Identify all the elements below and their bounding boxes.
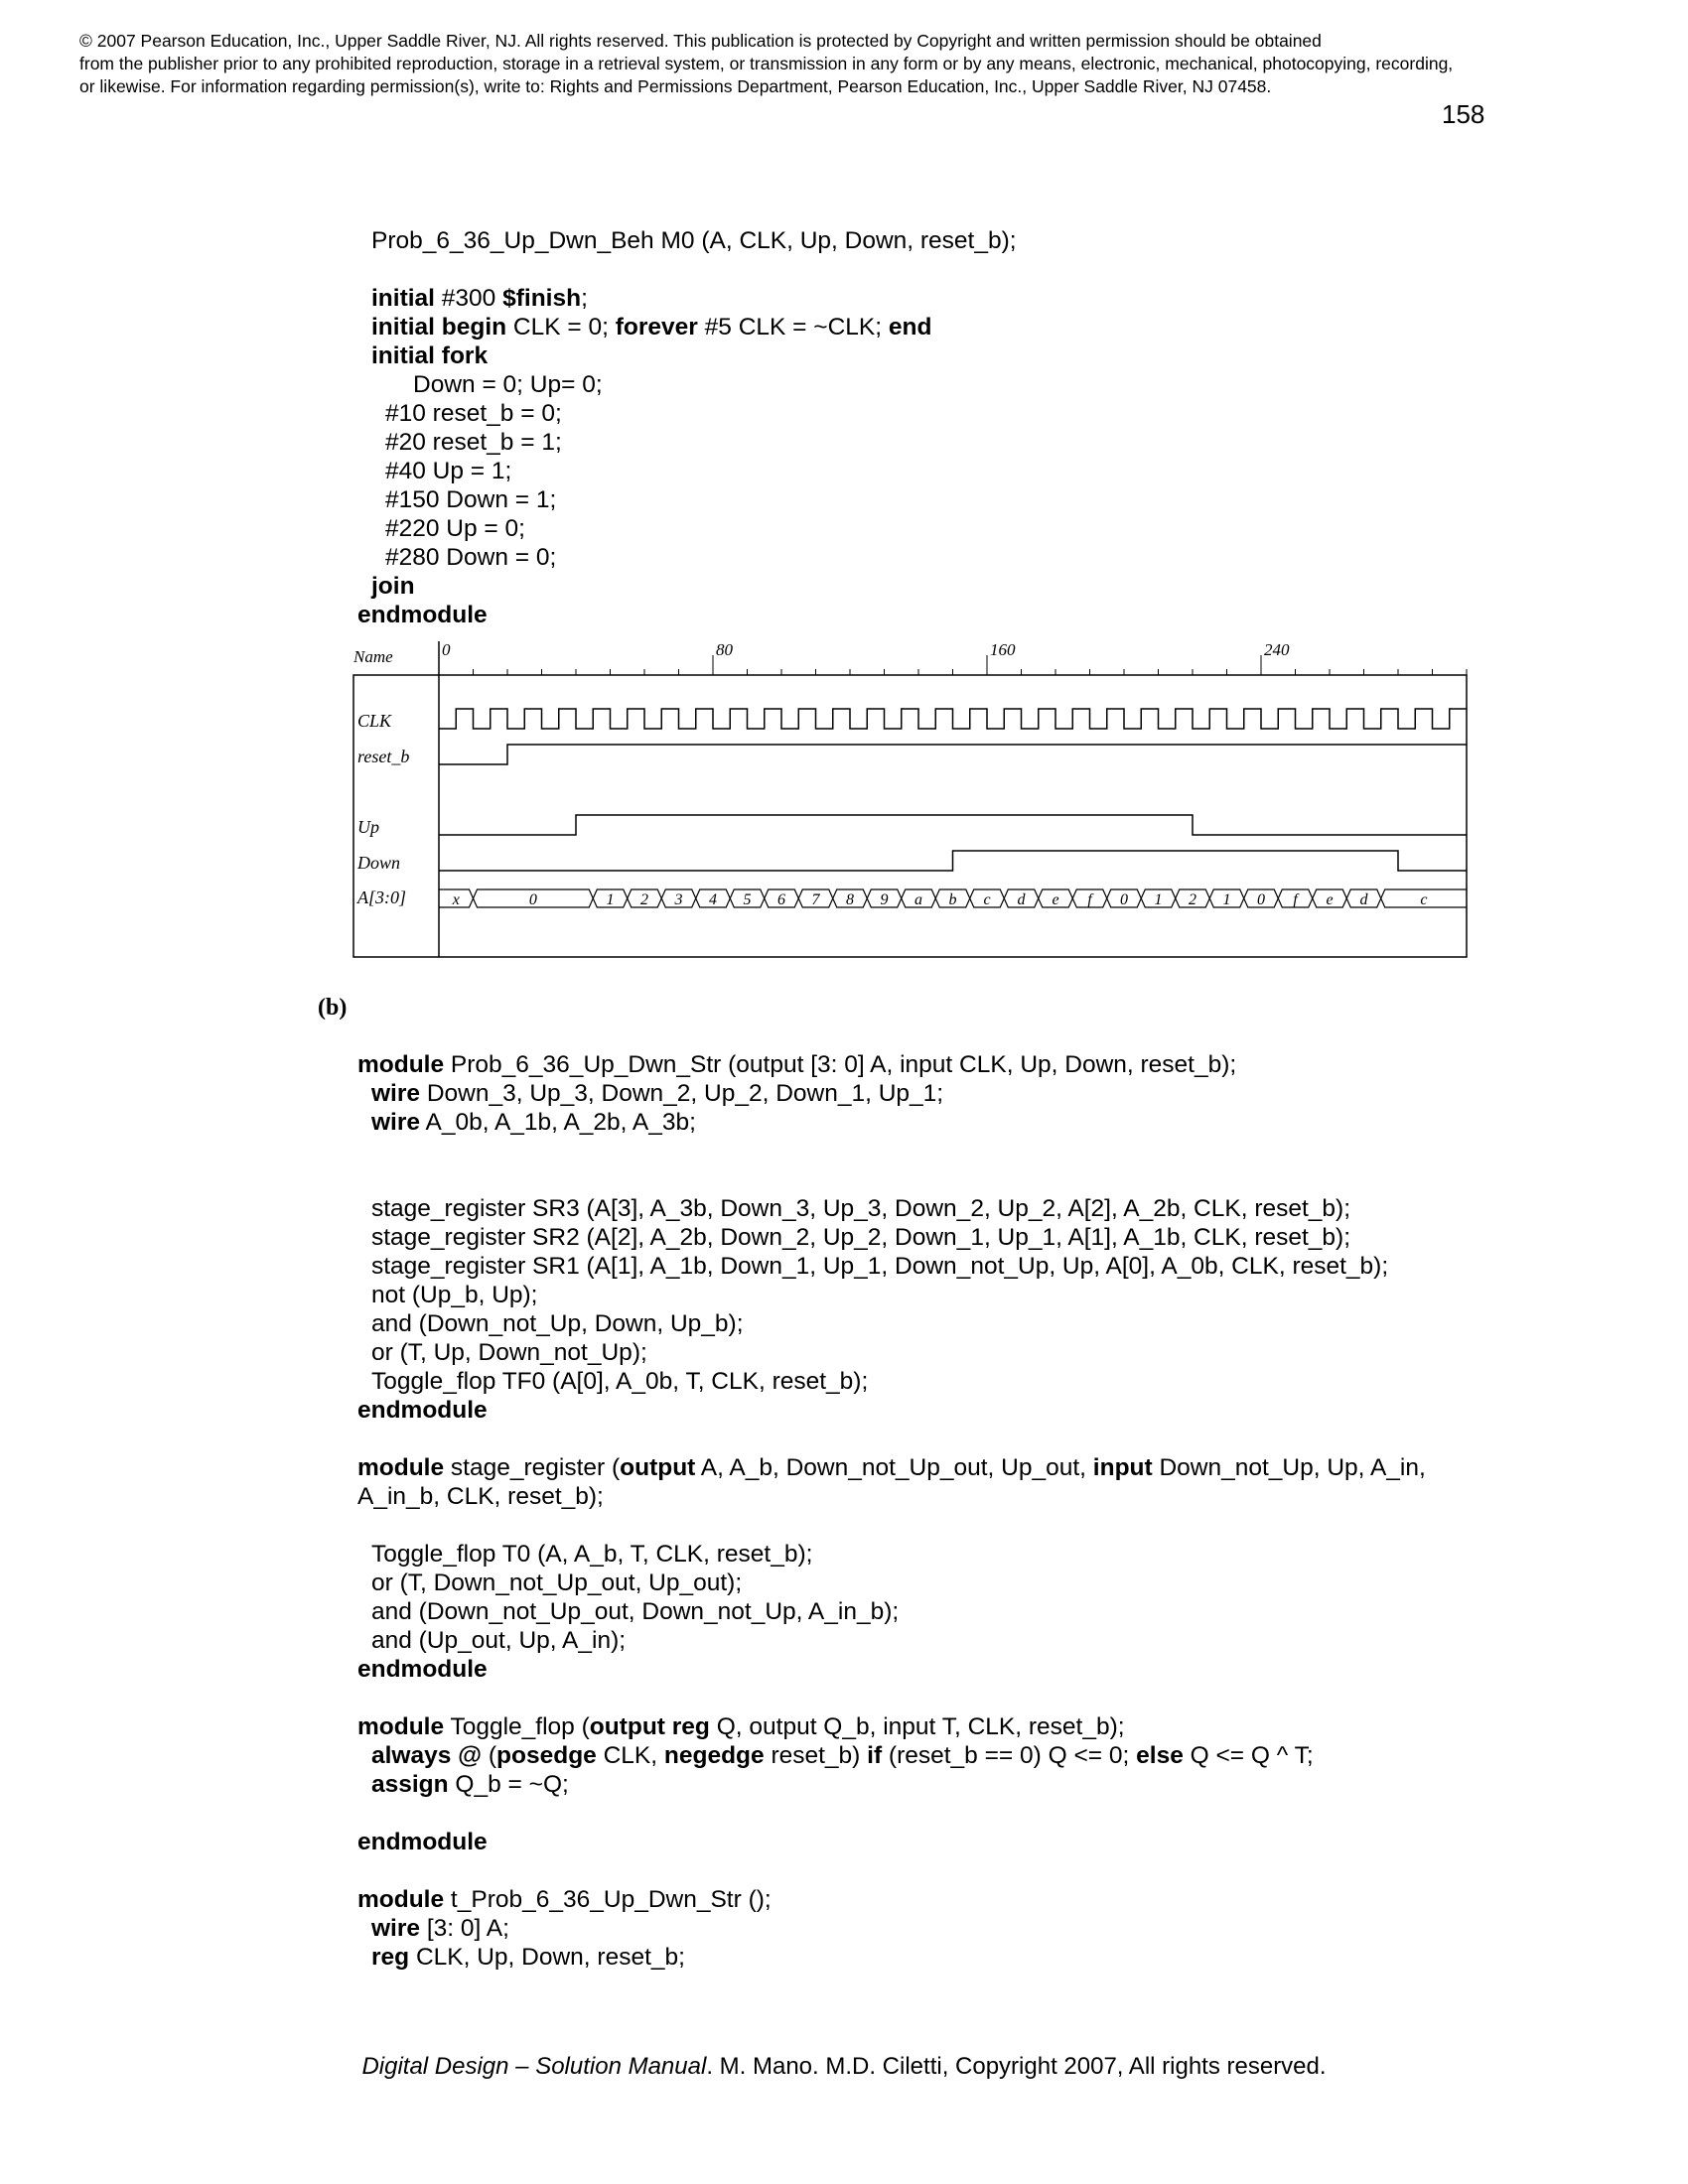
code-text: or (T, Up, Down_not_Up);	[371, 1339, 647, 1366]
code-line	[357, 1712, 1589, 1741]
bus-value-label: c	[983, 891, 991, 908]
code-text: Down_3, Up_3, Down_2, Up_2, Down_1, Up_1;	[420, 1080, 944, 1107]
bus-value-label: 9	[880, 891, 889, 908]
code-text: A_0b, A_1b, A_2b, A_3b;	[420, 1109, 696, 1136]
time-tick-label: 80	[716, 640, 733, 659]
code-line	[357, 226, 1589, 255]
code-keyword: end	[888, 314, 932, 341]
code-line	[357, 1252, 1589, 1281]
code-keyword: reg	[371, 1944, 410, 1971]
code-keyword: module	[357, 1886, 445, 1913]
code-keyword: output reg	[589, 1713, 710, 1740]
code-line	[357, 1338, 1589, 1367]
footer-title: Digital Design – Solution Manual	[361, 2053, 707, 2080]
footer-credits: . M. Mano. M.D. Ciletti, Copyright 2007, All rights reserved.	[706, 2053, 1327, 2080]
bus-value-label: b	[948, 891, 957, 908]
code-listing-structural	[357, 1050, 1589, 1972]
bus-value-label: 7	[811, 891, 820, 908]
bus-value-label: d	[1017, 891, 1026, 908]
signal-name: reset_b	[357, 747, 410, 766]
blank-line	[357, 1165, 1589, 1194]
code-text: Toggle_flop TF0 (A[0], A_0b, T, CLK, reset_b);	[371, 1368, 869, 1395]
signal-name: CLK	[357, 711, 392, 731]
copyright-line: from the publisher prior to any prohibited reproduction, storage in a retrieval system, or transmission in any form or by any means, electronic, mechanical, photocopying, recording,	[79, 54, 1454, 73]
copyright-line: or likewise. For information regarding permission(s), write to: Rights and Permissions Department, Pearson Education, Inc., Upper Saddle River, NJ 07458.	[79, 76, 1272, 96]
code-text: not (Up_b, Up);	[371, 1282, 538, 1308]
code-text: stage_register SR1 (A[1], A_1b, Down_1, Up_1, Down_not_Up, Up, A[0], A_0b, CLK, reset_b);	[371, 1253, 1389, 1280]
bus-value-label: 1	[1154, 891, 1163, 908]
code-text: #20 reset_b = 1;	[385, 429, 562, 456]
code-line	[357, 457, 1589, 485]
code-keyword: module	[357, 1454, 445, 1481]
signal-waveform	[439, 851, 1467, 871]
code-keyword: endmodule	[357, 1397, 488, 1424]
code-line	[357, 1655, 1589, 1684]
code-line	[357, 1885, 1589, 1914]
code-text: [3: 0] A;	[420, 1915, 509, 1942]
code-line	[357, 1482, 1589, 1511]
bus-value-label: 5	[743, 891, 752, 908]
code-text: A, A_b, Down_not_Up_out, Up_out,	[695, 1454, 1093, 1481]
code-line	[357, 1569, 1589, 1597]
section-label: (b)	[318, 995, 348, 1021]
code-text: #220 Up = 0;	[385, 515, 525, 542]
bus-value-label: 4	[709, 891, 717, 908]
code-text: reset_b)	[764, 1742, 868, 1769]
copyright-line: © 2007 Pearson Education, Inc., Upper Saddle River, NJ. All rights reserved. This publication is protected by Copyright and written permission should be obtained	[79, 31, 1322, 51]
diagram-frame	[353, 675, 1467, 957]
bus-value-label: 0	[1257, 891, 1265, 908]
code-text: CLK = 0;	[506, 314, 616, 341]
code-keyword: $finish	[502, 285, 582, 312]
code-line	[357, 370, 1589, 399]
code-text: Q, output Q_b, input T, CLK, reset_b);	[709, 1713, 1125, 1740]
code-keyword: forever	[615, 314, 698, 341]
bus-value-label: 1	[1222, 891, 1231, 908]
code-text: #150 Down = 1;	[385, 486, 557, 513]
code-line	[357, 543, 1589, 572]
bus-value-label: 1	[606, 891, 615, 908]
code-text: (reset_b == 0) Q <= 0;	[882, 1742, 1137, 1769]
code-text: #40 Up = 1;	[385, 458, 512, 484]
code-text: (	[482, 1742, 497, 1769]
code-text: CLK, Up, Down, reset_b;	[409, 1944, 685, 1971]
bus-value-label: 8	[846, 891, 854, 908]
blank-line	[357, 1137, 1589, 1165]
code-keyword: wire	[371, 1080, 421, 1107]
code-text: Prob_6_36_Up_Dwn_Beh M0 (A, CLK, Up, Down, reset_b);	[371, 227, 1017, 254]
code-keyword: module	[357, 1051, 445, 1078]
code-text: Prob_6_36_Up_Dwn_Str (output [3: 0] A, input CLK, Up, Down, reset_b);	[444, 1051, 1237, 1078]
code-keyword: module	[357, 1713, 445, 1740]
code-line	[357, 514, 1589, 543]
signal-waveform	[439, 815, 1467, 835]
code-listing-testbench	[357, 226, 1589, 629]
code-text: #280 Down = 0;	[385, 544, 557, 571]
code-text: ;	[581, 285, 588, 312]
signal-waveform	[439, 745, 1467, 764]
code-keyword: always @	[371, 1742, 483, 1769]
code-text: stage_register (	[444, 1454, 621, 1481]
code-keyword: if	[867, 1742, 883, 1769]
code-text: and (Up_out, Up, A_in);	[371, 1627, 627, 1654]
code-keyword: wire	[371, 1915, 421, 1942]
code-line	[357, 1050, 1589, 1079]
bus-value-label: a	[914, 891, 922, 908]
code-line	[357, 341, 1589, 370]
bus-value-label: f	[1293, 891, 1298, 908]
bus-value-label: 0	[528, 891, 537, 908]
code-line	[357, 1914, 1589, 1943]
code-text: Down_not_Up, Up, A_in,	[1152, 1454, 1426, 1481]
code-line	[357, 1626, 1589, 1655]
code-text: stage_register SR3 (A[3], A_3b, Down_3, Up_3, Down_2, Up_2, A[2], A_2b, CLK, reset_b);	[371, 1195, 1351, 1222]
bus-value-label: 0	[1120, 891, 1128, 908]
blank-line	[357, 1684, 1589, 1712]
code-line	[357, 313, 1589, 341]
blank-line	[357, 1425, 1589, 1453]
timing-diagram	[348, 635, 1479, 963]
code-text: #300	[434, 285, 503, 312]
bus-value-label: f	[1087, 891, 1092, 908]
code-text: Toggle_flop T0 (A, A_b, T, CLK, reset_b);	[371, 1541, 813, 1568]
code-text: CLK,	[596, 1742, 664, 1769]
signal-name: Down	[357, 853, 401, 873]
name-header: Name	[353, 647, 393, 666]
signal-name: A[3:0]	[357, 887, 406, 907]
code-line	[357, 1540, 1589, 1569]
code-keyword: initial fork	[371, 342, 489, 369]
code-keyword: initial	[371, 285, 435, 312]
bus-value-label: x	[452, 891, 460, 908]
bus-value-label: c	[1420, 891, 1428, 908]
code-line	[357, 1281, 1589, 1309]
code-line	[357, 1367, 1589, 1396]
code-keyword: endmodule	[357, 1656, 488, 1683]
code-line	[357, 1194, 1589, 1223]
code-text: Q <= Q ^ T;	[1183, 1742, 1314, 1769]
code-line	[357, 1943, 1589, 1972]
time-tick-label: 160	[990, 640, 1016, 659]
code-line	[357, 1223, 1589, 1252]
code-text: Q_b = ~Q;	[448, 1771, 569, 1798]
code-line	[357, 1309, 1589, 1338]
code-keyword: initial begin	[371, 314, 507, 341]
bus-value-label: 2	[640, 891, 648, 908]
code-keyword: posedge	[496, 1742, 597, 1769]
bus-value-label: 3	[674, 891, 683, 908]
code-text: t_Prob_6_36_Up_Dwn_Str ();	[444, 1886, 772, 1913]
code-keyword: wire	[371, 1109, 421, 1136]
code-line	[357, 1741, 1589, 1770]
code-line	[357, 1108, 1589, 1137]
code-text: #5 CLK = ~CLK;	[697, 314, 889, 341]
bus-value-label: 6	[777, 891, 785, 908]
bus-value-label: e	[1326, 891, 1334, 908]
code-keyword: endmodule	[357, 1829, 488, 1855]
code-line	[357, 1453, 1589, 1482]
copyright-notice	[79, 30, 1628, 98]
blank-line	[357, 1799, 1589, 1828]
signal-name: Up	[357, 817, 379, 837]
code-line	[357, 1597, 1589, 1626]
bus-value-label: e	[1052, 891, 1059, 908]
code-keyword: input	[1092, 1454, 1153, 1481]
time-tick-label: 0	[442, 640, 451, 659]
code-line	[357, 1079, 1589, 1108]
code-keyword: assign	[371, 1771, 449, 1798]
code-text: Toggle_flop (	[444, 1713, 590, 1740]
code-line	[357, 428, 1589, 457]
code-text: #10 reset_b = 0;	[385, 400, 562, 427]
code-keyword: negedge	[663, 1742, 765, 1769]
clk-waveform	[439, 709, 1467, 729]
code-text: or (T, Down_not_Up_out, Up_out);	[371, 1570, 743, 1596]
code-text: and (Down_not_Up_out, Down_not_Up, A_in_b);	[371, 1598, 900, 1625]
code-line	[357, 399, 1589, 428]
page-footer	[0, 2053, 1688, 2081]
code-line	[357, 1828, 1589, 1856]
code-text: and (Down_not_Up, Down, Up_b);	[371, 1310, 744, 1337]
code-text: stage_register SR2 (A[2], A_2b, Down_2, Up_2, Down_1, Up_1, A[1], A_1b, CLK, reset_b);	[371, 1224, 1351, 1251]
bus-value-label: 2	[1189, 891, 1196, 908]
code-line	[357, 1770, 1589, 1799]
code-text: Down = 0; Up= 0;	[413, 371, 603, 398]
code-keyword: endmodule	[357, 602, 488, 628]
bus-value-label: d	[1359, 891, 1368, 908]
code-keyword: output	[620, 1454, 696, 1481]
blank-line	[357, 1856, 1589, 1885]
code-line	[357, 485, 1589, 514]
blank-line	[357, 255, 1589, 284]
page-number: 158	[1442, 99, 1485, 129]
code-line	[357, 601, 1589, 629]
code-keyword: else	[1136, 1742, 1184, 1769]
time-tick-label: 240	[1264, 640, 1290, 659]
code-line	[357, 1396, 1589, 1425]
blank-line	[357, 1511, 1589, 1540]
code-keyword: join	[371, 573, 415, 600]
code-line	[357, 572, 1589, 601]
code-text: A_in_b, CLK, reset_b);	[357, 1483, 604, 1510]
code-line	[357, 284, 1589, 313]
